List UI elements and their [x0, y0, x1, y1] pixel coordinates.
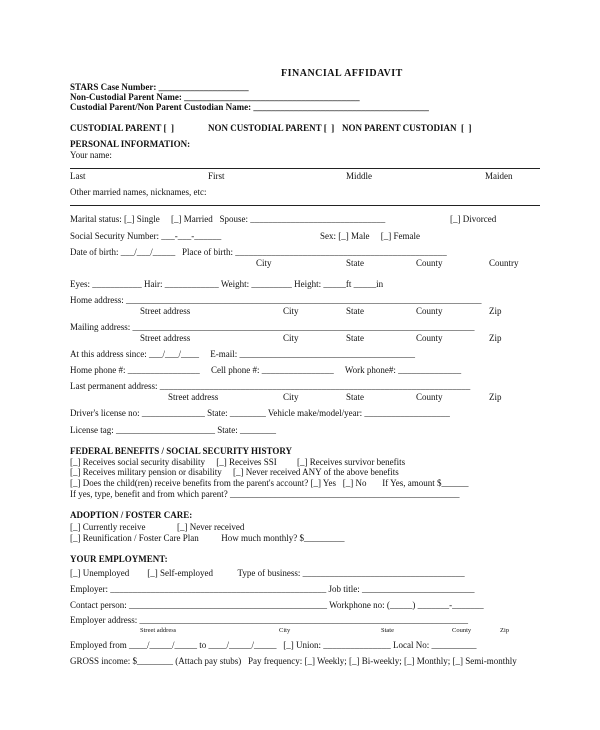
birth-county-caption: County [416, 258, 443, 268]
employment-dates-union-row[interactable]: Employed from ____/_____/_____ to ____/_____/_____ [_] Union: _______________ Local No: __________ [70, 640, 477, 650]
employer-job-title-row[interactable]: Employer: ________________________________________________ Job title: _________________________ [70, 584, 475, 594]
personal-information-heading: PERSONAL INFORMATION: [70, 139, 191, 149]
first-name-caption: First [208, 171, 225, 181]
employer-state-caption: State [381, 627, 394, 634]
home-street-caption: Street address [140, 306, 191, 316]
perm-city-caption: City [283, 392, 299, 402]
your-employment-heading: YOUR EMPLOYMENT: [70, 554, 168, 564]
federal-benefits-row-2[interactable]: [_] Receives military pension or disability [_] Never received ANY of the above benefits [70, 467, 399, 477]
address-since-email-row[interactable]: At this address since: ___/___/____ E-mail: _______________________________________ [70, 349, 415, 359]
sex-checkboxes[interactable]: Sex: [_] Male [_] Female [320, 231, 420, 241]
employer-county-caption: County [452, 627, 472, 634]
birth-country-caption: Country [489, 258, 519, 268]
perm-zip-caption: Zip [489, 392, 502, 402]
perm-street-caption: Street address [168, 392, 219, 402]
last-permanent-address-field[interactable]: Last permanent address: _____________________________________________________________________ [70, 381, 471, 391]
child-benefits-row[interactable]: [_] Does the child(ren) receive benefits from the parent's account? [_] Yes [_] No If Yes, amount $______ [70, 478, 469, 488]
license-tag-row[interactable]: License tag: ______________________ State: ________ [70, 425, 276, 435]
employer-zip-caption: Zip [500, 627, 510, 634]
mailing-county-caption: County [416, 333, 443, 343]
mailing-city-caption: City [283, 333, 299, 343]
other-names-field[interactable] [70, 205, 540, 206]
adoption-foster-care-heading: ADOPTION / FOSTER CARE: [70, 510, 193, 520]
adoption-row-1[interactable]: [_] Currently receive [_] Never received [70, 522, 245, 532]
custodial-parent-name-field[interactable]: Custodial Parent/Non Parent Custodian Name: _______________________________________ [70, 102, 429, 112]
mailing-street-caption: Street address [140, 333, 191, 343]
date-place-of-birth-row[interactable]: Date of birth: ___/___/_____ Place of birth: _______________________________________________ [70, 247, 447, 257]
maiden-name-caption: Maiden [485, 171, 513, 181]
employer-city-caption: City [279, 627, 291, 634]
mailing-address-field[interactable]: Mailing address: ____________________________________________________________________________ [70, 322, 475, 332]
birth-state-caption: State [346, 258, 364, 268]
divorced-checkbox[interactable]: [_] Divorced [450, 214, 497, 224]
employer-street-caption: Street address [140, 627, 177, 634]
home-zip-caption: Zip [489, 306, 502, 316]
non-custodial-parent-checkbox[interactable]: NON CUSTODIAL PARENT [ ] [208, 123, 335, 133]
form-title: FINANCIAL AFFIDAVIT [281, 68, 403, 79]
last-name-caption: Last [70, 171, 86, 181]
your-name-field[interactable] [70, 168, 540, 169]
other-names-label: Other married names, nicknames, etc: [70, 187, 207, 197]
mailing-zip-caption: Zip [489, 333, 502, 343]
federal-benefits-heading: FEDERAL BENEFITS / SOCIAL SECURITY HISTORY [70, 446, 292, 456]
drivers-license-row[interactable]: Driver's license no: ______________ State: ________ Vehicle make/model/year: ___________________ [70, 408, 450, 418]
home-state-caption: State [346, 306, 364, 316]
federal-benefits-row-1[interactable]: [_] Receives social security disability [_] Receives SSI [_] Receives survivor benefits [70, 457, 406, 467]
home-city-caption: City [283, 306, 299, 316]
home-county-caption: County [416, 306, 443, 316]
gross-income-pay-frequency-row[interactable]: GROSS income: $________ (Attach pay stubs) Pay frequency: [_] Weekly; [_] Bi-weekly; [_] Monthly; [_] Semi-monthly [70, 656, 517, 666]
employment-status-row[interactable]: [_] Unemployed [_] Self-employed Type of business: ____________________________________ [70, 568, 465, 578]
marital-status-row[interactable]: Marital status: [_] Single [_] Married Spouse: ______________________________ [70, 214, 386, 224]
custodial-parent-checkbox[interactable]: CUSTODIAL PARENT [ ] [70, 123, 175, 133]
mailing-state-caption: State [346, 333, 364, 343]
physical-description-row[interactable]: Eyes: ___________ Hair: ____________ Weight: _________ Height: _____ft _____in [70, 279, 384, 289]
benefit-type-field[interactable]: If yes, type, benefit and from which parent? ___________________________________________________ [70, 489, 460, 499]
phone-numbers-row[interactable]: Home phone #: ________________ Cell phone #: ________________ Work phone#: ______________ [70, 365, 462, 375]
your-name-label: Your name: [70, 150, 112, 160]
contact-workphone-row[interactable]: Contact person: ____________________________________________ Workphone no: (_____) _______-_______ [70, 600, 484, 610]
stars-case-number-field[interactable]: STARS Case Number: ____________________ [70, 82, 249, 92]
middle-name-caption: Middle [346, 171, 372, 181]
non-custodial-parent-name-field[interactable]: Non-Custodial Parent Name: _______________________________________ [70, 92, 360, 102]
adoption-row-2[interactable]: [_] Reunification / Foster Care Plan How much monthly? $_________ [70, 533, 345, 543]
ssn-field[interactable]: Social Security Number: ___-___-______ [70, 231, 222, 241]
birth-city-caption: City [256, 258, 272, 268]
employer-address-field[interactable]: Employer address: _________________________________________________________________________ [70, 615, 468, 625]
non-parent-custodian-checkbox[interactable]: NON PARENT CUSTODIAN [ ] [342, 123, 472, 133]
perm-state-caption: State [346, 392, 364, 402]
perm-county-caption: County [416, 392, 443, 402]
home-address-field[interactable]: Home address: _______________________________________________________________________________ [70, 295, 482, 305]
